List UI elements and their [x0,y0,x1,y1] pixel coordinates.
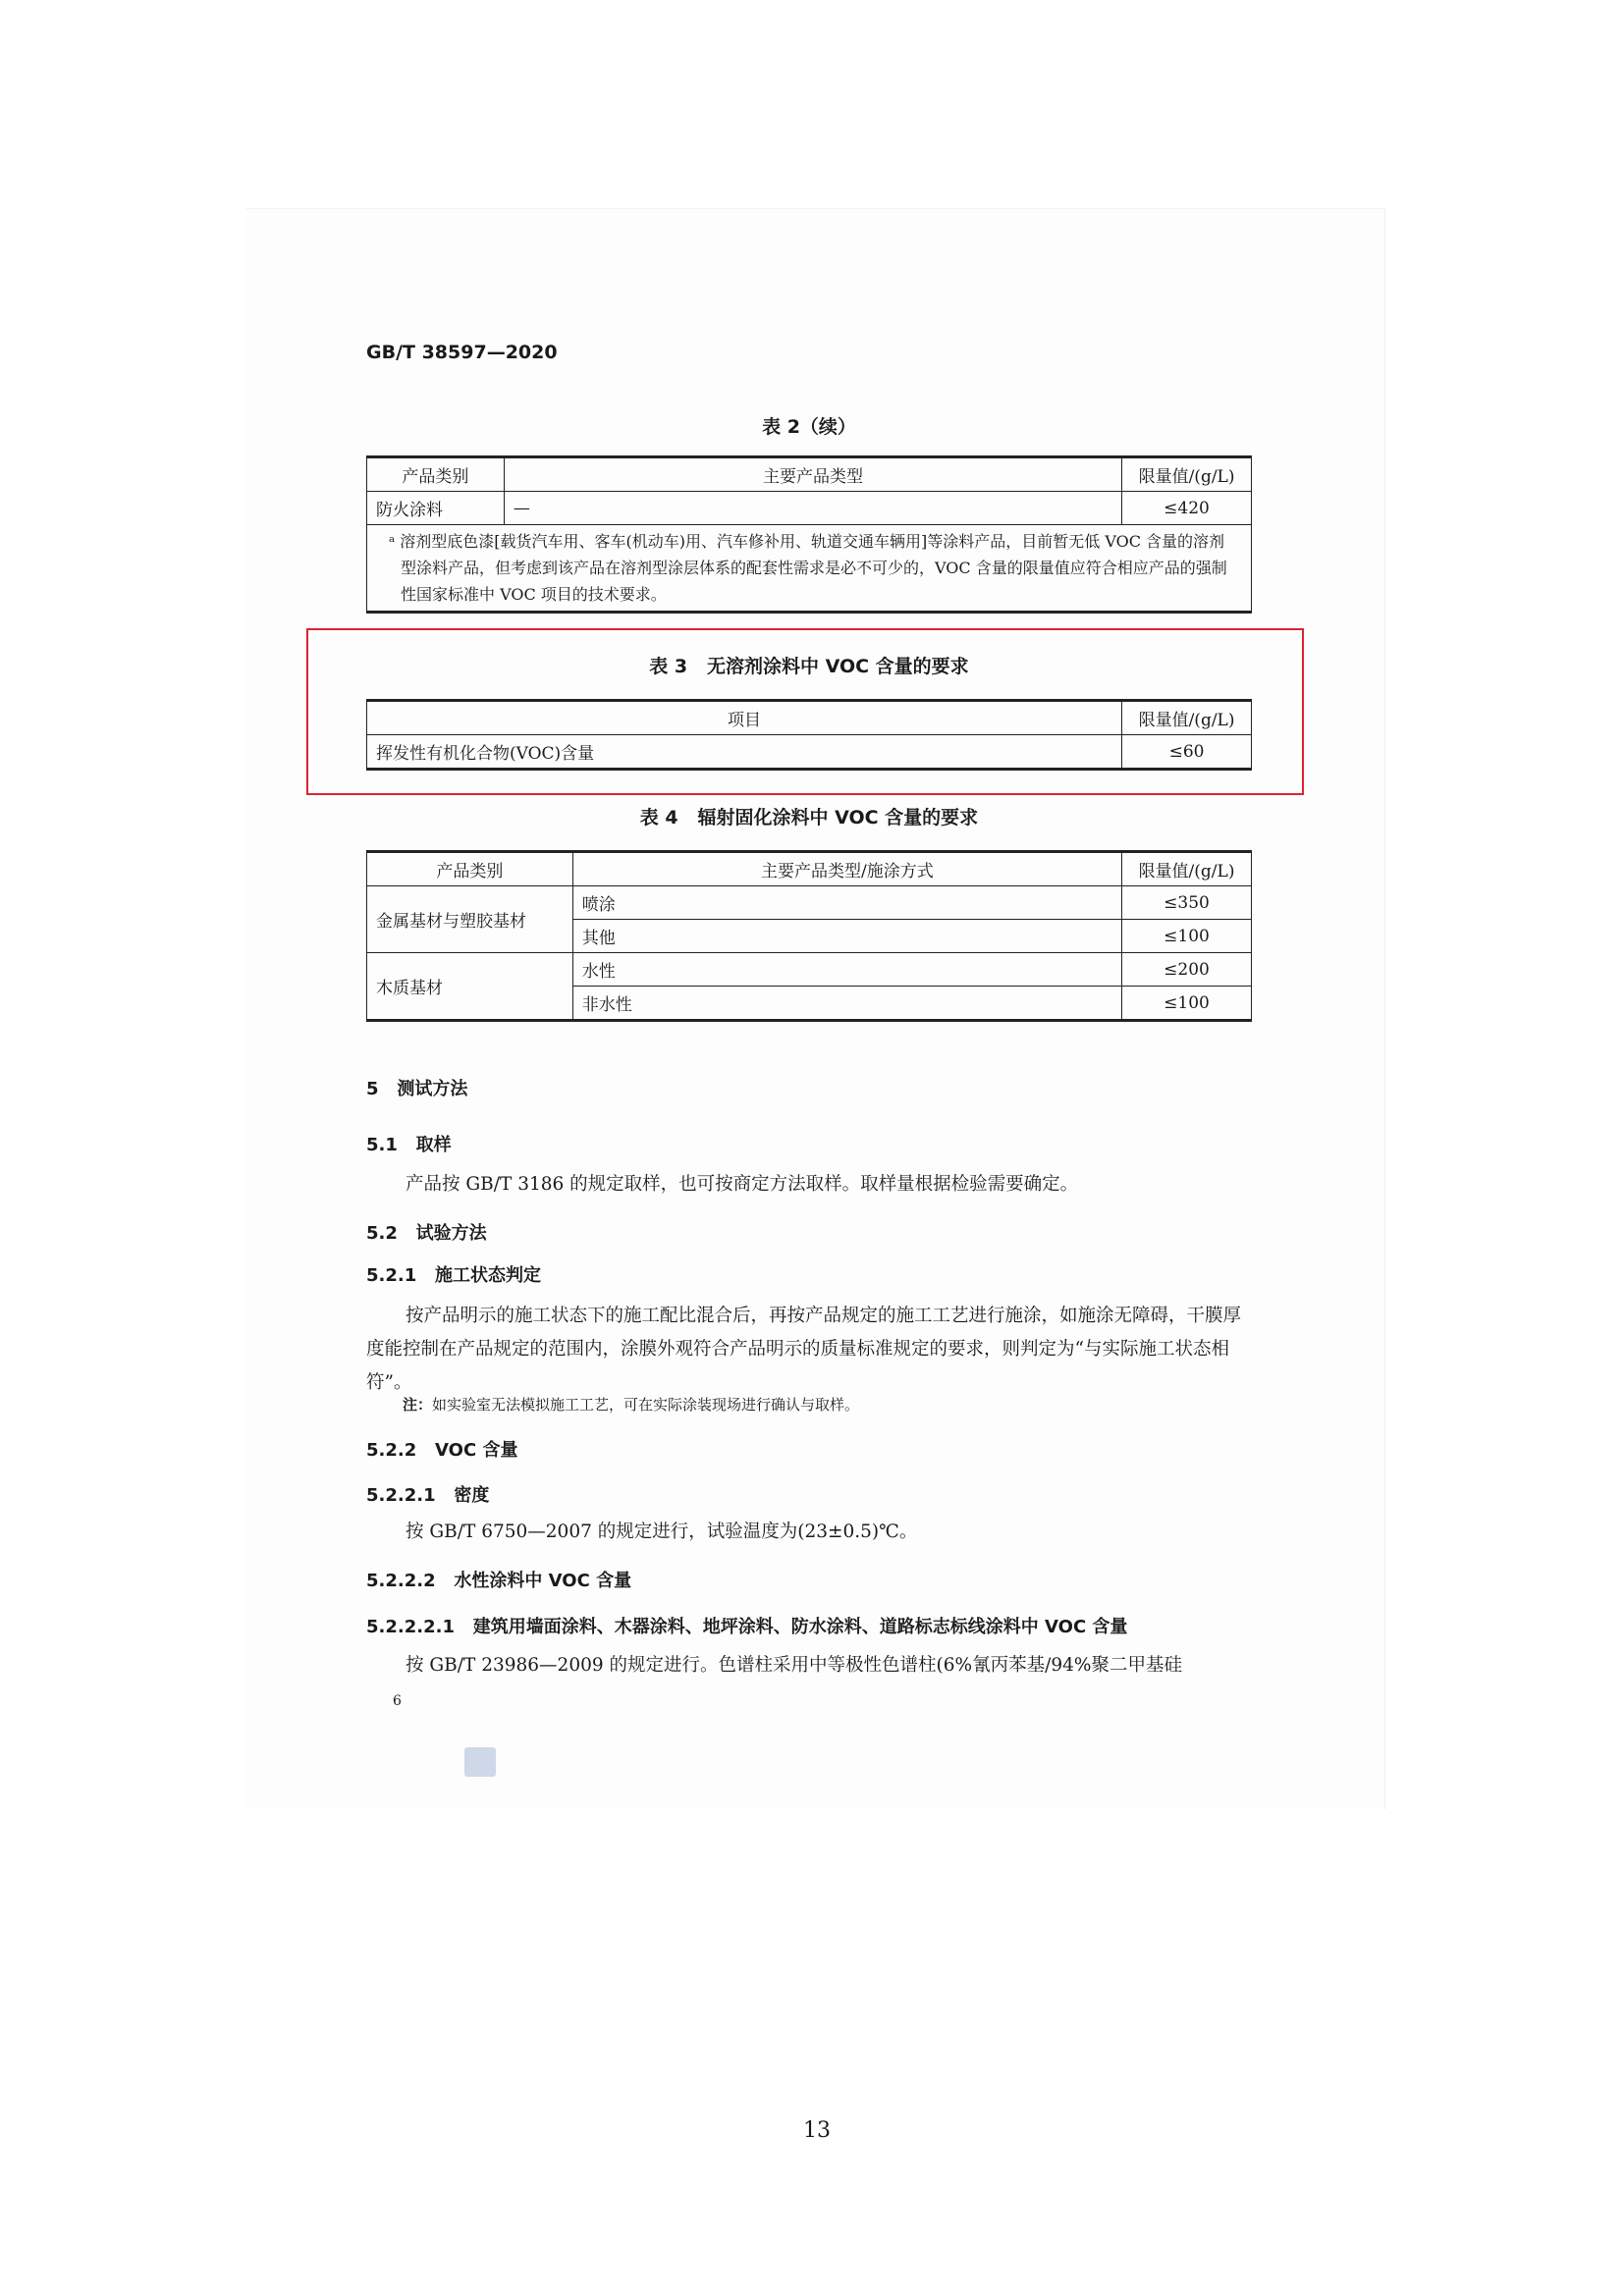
table4-caption: 表 4 辐射固化涂料中 VOC 含量的要求 [639,807,979,828]
section-5-2-1-note [403,1394,859,1415]
table2-footnote-row [367,525,1252,613]
table4-cell-type: 喷涂 [572,886,1121,920]
table4-cell-type: 水性 [572,953,1121,987]
section-5-1-text: 产品按 GB/T 3186 的规定取样，也可按商定方法取样。取样量根据检验需要确定。 [406,1174,1079,1195]
table3-col-limit: 限量值/(g/L) [1122,701,1252,735]
table2-col-limit: 限量值/(g/L) [1122,457,1252,492]
table4-cell-category: 木质基材 [367,953,573,1021]
table4-col-type: 主要产品类型/施涂方式 [572,852,1121,886]
section-5-2-heading: 5.2 试验方法 [366,1223,487,1244]
table4-cell-limit: ≤100 [1122,987,1252,1021]
table2-col-type: 主要产品类型 [504,457,1121,492]
table4 [366,850,1252,1022]
table2-header-row [367,457,1252,492]
table4-cell-type: 非水性 [572,987,1121,1021]
table4-col-category: 产品类别 [367,852,573,886]
table3 [366,699,1252,771]
table-row [367,492,1252,525]
table4-cell-limit: ≤350 [1122,886,1252,920]
table2 [366,455,1252,614]
note-label: 注： [403,1396,433,1414]
table4-col-limit: 限量值/(g/L) [1122,852,1252,886]
table4-cell-limit: ≤100 [1122,920,1252,953]
section-5-2-2-heading: 5.2.2 VOC 含量 [366,1440,518,1461]
table-row [367,953,1252,987]
table4-cell-limit: ≤200 [1122,953,1252,987]
table4-cell-type: 其他 [572,920,1121,953]
table3-cell-limit: ≤60 [1122,735,1252,770]
table3-header-row [367,701,1252,735]
table2-cell-type: — [504,492,1121,525]
page-number: 13 [803,2118,831,2143]
table2-footnote: ᵃ 溶剂型底色漆[载货汽车用、客车(机动车)用、汽车修补用、轨道交通车辆用]等涂料产品，目前暂无低 VOC 含量的溶剂型涂料产品，但考虑到该产品在溶剂型涂层体系的配套性需求是必不可少的，VOC 含量的限量值应符合相应产品的强制性国家标准中 VOC 项目的技术要求。 [367,525,1252,613]
section-5-2-2-2-heading: 5.2.2.2 水性涂料中 VOC 含量 [366,1571,632,1591]
section-5-2-2-2-1-text: 按 GB/T 23986—2009 的规定进行。色谱柱采用中等极性色谱柱(6%氰丙苯基/94%聚二甲基硅 [406,1655,1182,1676]
table3-cell-item: 挥发性有机化合物(VOC)含量 [367,735,1122,770]
table2-col-category: 产品类别 [367,457,505,492]
inner-page-number: 6 [393,1693,402,1709]
table4-header-row [367,852,1252,886]
table4-cell-category: 金属基材与塑胶基材 [367,886,573,953]
table3-col-item: 项目 [367,701,1122,735]
section-5-1-heading: 5.1 取样 [366,1135,452,1155]
table2-cell-limit: ≤420 [1122,492,1252,525]
section-5-2-1-text: 按产品明示的施工状态下的施工配比混合后，再按产品规定的施工工艺进行施涂，如施涂无障碍，干膜厚度能控制在产品规定的范围内，涂膜外观符合产品明示的质量标准规定的要求，则判定为“与实际施工状态相符”。 [366,1306,1242,1393]
section-5-2-2-1-text: 按 GB/T 6750—2007 的规定进行，试验温度为(23±0.5)℃。 [406,1522,918,1542]
publisher-logo-icon [464,1747,496,1777]
section-5-2-2-1-heading: 5.2.2.1 密度 [366,1485,490,1506]
section-5-2-2-2-1-heading: 5.2.2.2.1 建筑用墙面涂料、木器涂料、地坪涂料、防水涂料、道路标志标线涂料中 VOC 含量 [366,1617,1128,1637]
table3-caption: 表 3 无溶剂涂料中 VOC 含量的要求 [649,656,969,677]
table-row [367,735,1252,770]
note-text: 如实验室无法模拟施工工艺，可在实际涂装现场进行确认与取样。 [432,1396,860,1414]
section-5-2-1-heading: 5.2.1 施工状态判定 [366,1265,542,1286]
table2-cell-category: 防火涂料 [367,492,505,525]
section-5-heading: 5 测试方法 [366,1079,468,1099]
table-row [367,886,1252,920]
table2-caption: 表 2（续） [762,416,856,438]
standard-code: GB/T 38597—2020 [366,342,558,363]
